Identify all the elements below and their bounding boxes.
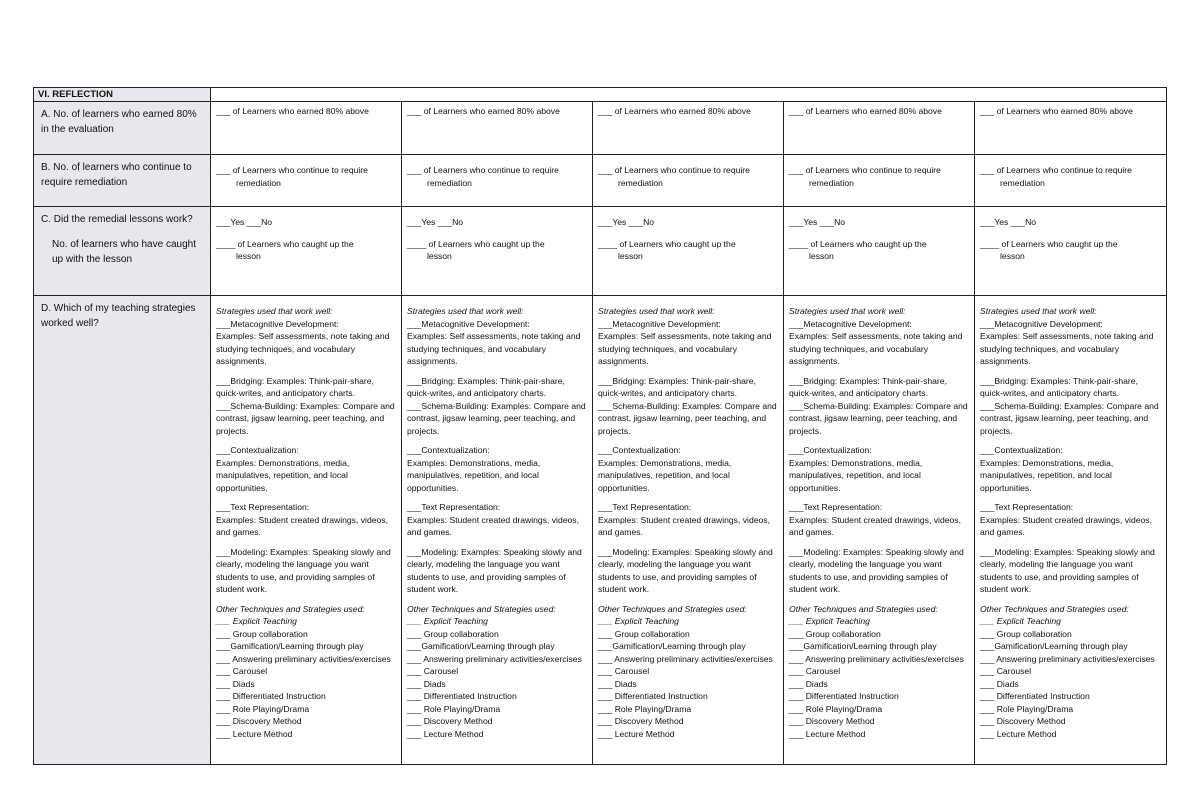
schema-building-item: ___Schema-Building: Examples: Compare and contrast, jigsaw learning, peer teaching, and projects.	[407, 400, 586, 436]
contextualization-title: ___Contextualization:	[789, 445, 872, 455]
strategies-block	[211, 296, 401, 740]
yes-option[interactable]: ___Yes	[216, 217, 245, 227]
diads-item: ___ Diads	[407, 678, 446, 689]
reflection-table	[33, 87, 1167, 765]
gap	[980, 229, 1163, 238]
row-a-entry-cell[interactable]	[402, 102, 593, 155]
row-a-label-cell	[34, 102, 211, 155]
spacer	[980, 539, 1163, 546]
row-a-entry-cell[interactable]	[593, 102, 784, 155]
contextualization-examples: Examples: Demonstrations, media, manipulatives, repetition, and local opportunities.	[407, 457, 541, 493]
spacer	[789, 437, 971, 444]
gap	[407, 229, 589, 238]
carousel-item: ___ Carousel	[598, 666, 650, 676]
bridging-item: ___Bridging: Examples: Think-pair-share, quick-writes, and anticipatory charts.	[407, 375, 565, 398]
row-c-label: C. Did the remedial lessons work?	[41, 214, 193, 225]
no-option[interactable]: ___No	[1010, 217, 1037, 227]
contextualization-title: ___Contextualization:	[980, 445, 1063, 455]
modeling-item: ___Modeling: Examples: Speaking slowly and clearly, modeling the language you want students to use, and providing samples of student work.	[216, 546, 391, 594]
spacer	[598, 437, 780, 444]
header-blank-cell	[211, 88, 1167, 102]
carousel-item: ___ Carousel	[789, 666, 841, 676]
strategies-heading: Strategies used that work well:	[407, 306, 524, 316]
gap	[598, 229, 780, 238]
gap	[789, 229, 971, 238]
row-b-entry	[593, 155, 783, 189]
schema-building-item: ___Schema-Building: Examples: Compare and contrast, jigsaw learning, peer teaching, and projects.	[980, 400, 1159, 436]
other-techniques-heading: Other Techniques and Strategies used:	[216, 603, 365, 614]
caught-up-line1: ____ of Learners who caught up the	[789, 238, 927, 249]
explicit-teaching-item: ___ Explicit Teaching	[598, 616, 679, 626]
gamification-item: ___Gamification/Learning through play	[980, 641, 1128, 651]
text-representation-title: ___Text Representation:	[598, 502, 692, 512]
spacer	[980, 368, 1163, 375]
diads-item: ___ Diads	[789, 678, 828, 689]
text-representation-examples: Examples: Student created drawings, videos, and games.	[789, 514, 961, 537]
row-b-entry-line2: remediation	[809, 177, 854, 188]
spacer	[789, 494, 971, 501]
carousel-item: ___ Carousel	[216, 666, 268, 676]
modeling-item: ___Modeling: Examples: Speaking slowly and clearly, modeling the language you want students to use, and providing samples of student work.	[789, 546, 964, 594]
row-d-entry-cell[interactable]	[975, 296, 1167, 765]
row-b-label: B. No. of learners who continue to require remediation	[41, 162, 192, 188]
no-option[interactable]: ___No	[628, 217, 655, 227]
row-c-sublabel: No. of learners who have caught up with the lesson	[52, 239, 196, 265]
caught-up-line2: lesson	[809, 251, 834, 261]
caught-up-line2: lesson	[236, 251, 261, 261]
row-d	[34, 296, 1167, 765]
metacognitive-examples: Examples: Self assessments, note taking and studying techniques, and vocabulary assignments.	[789, 331, 963, 366]
gamification-item: ___Gamification/Learning through play	[216, 641, 364, 651]
explicit-teaching-item: ___ Explicit Teaching	[407, 616, 488, 626]
role-playing-item: ___ Role Playing/Drama	[789, 703, 883, 714]
differentiated-instruction-item: ___ Differentiated Instruction	[598, 691, 708, 701]
strategies-block	[975, 296, 1166, 740]
differentiated-instruction-item: ___ Differentiated Instruction	[789, 691, 899, 701]
contextualization-title: ___Contextualization:	[598, 445, 681, 455]
row-a-entry: ___ of Learners who earned 80% above	[980, 106, 1133, 116]
modeling-item: ___Modeling: Examples: Speaking slowly and clearly, modeling the language you want students to use, and providing samples of student work.	[980, 546, 1155, 594]
lecture-method-item: ___ Lecture Method	[407, 728, 484, 739]
discovery-method-item: ___ Discovery Method	[216, 716, 302, 726]
yes-option[interactable]: ___Yes	[598, 217, 627, 227]
discovery-method-item: ___ Discovery Method	[407, 716, 493, 726]
gap	[216, 229, 398, 238]
other-techniques-heading: Other Techniques and Strategies used:	[407, 603, 556, 614]
role-playing-item: ___ Role Playing/Drama	[216, 703, 310, 714]
differentiated-instruction-item: ___ Differentiated Instruction	[407, 691, 517, 701]
spacer	[980, 494, 1163, 501]
metacognitive-examples: Examples: Self assessments, note taking and studying techniques, and vocabulary assignments.	[980, 331, 1154, 366]
row-b-entry-line1: ___ of Learners who continue to require	[216, 165, 368, 175]
group-collaboration-item: ___ Group collaboration	[407, 628, 499, 639]
yes-option[interactable]: ___Yes	[980, 217, 1009, 227]
row-a-label: A. No. of learners who earned 80% in the evaluation	[41, 109, 197, 135]
bridging-item: ___Bridging: Examples: Think-pair-share, quick-writes, and anticipatory charts.	[980, 375, 1138, 398]
answering-preliminary-item: ___ Answering preliminary activities/exercises	[980, 653, 1155, 664]
contextualization-title: ___Contextualization:	[407, 445, 490, 455]
contextualization-examples: Examples: Demonstrations, media, manipulatives, repetition, and local opportunities.	[216, 457, 350, 493]
text-representation-examples: Examples: Student created drawings, videos, and games.	[980, 514, 1152, 537]
group-collaboration-item: ___ Group collaboration	[980, 628, 1072, 639]
row-b-entry	[211, 155, 401, 189]
metacognitive-title: ___Metacognitive Development:	[789, 318, 912, 329]
spacer	[407, 368, 589, 375]
spacer	[216, 539, 398, 546]
strategies-block	[593, 296, 783, 740]
schema-building-item: ___Schema-Building: Examples: Compare and contrast, jigsaw learning, peer teaching, and projects.	[598, 400, 777, 436]
row-a-entry-cell[interactable]	[975, 102, 1167, 155]
bridging-item: ___Bridging: Examples: Think-pair-share, quick-writes, and anticipatory charts.	[216, 375, 374, 398]
row-b-entry-line1: ___ of Learners who continue to require	[407, 165, 559, 175]
row-c-entry-cell[interactable]	[211, 207, 402, 296]
row-b-entry-cell[interactable]	[402, 155, 593, 207]
group-collaboration-item: ___ Group collaboration	[216, 628, 308, 639]
modeling-item: ___Modeling: Examples: Speaking slowly and clearly, modeling the language you want students to use, and providing samples of student work.	[598, 546, 773, 594]
lecture-method-item: ___ Lecture Method	[216, 728, 293, 739]
carousel-item: ___ Carousel	[980, 666, 1032, 676]
row-a-entry-cell[interactable]	[211, 102, 402, 155]
row-b-entry	[975, 155, 1166, 189]
row-c-entry	[211, 207, 401, 263]
differentiated-instruction-item: ___ Differentiated Instruction	[980, 691, 1090, 701]
discovery-method-item: ___ Discovery Method	[598, 716, 684, 726]
spacer	[407, 494, 589, 501]
metacognitive-examples: Examples: Self assessments, note taking and studying techniques, and vocabulary assignments.	[216, 331, 390, 366]
group-collaboration-item: ___ Group collaboration	[598, 628, 690, 639]
row-c-entry	[975, 207, 1166, 263]
strategies-heading: Strategies used that work well:	[216, 306, 333, 316]
strategies-heading: Strategies used that work well:	[789, 306, 906, 316]
spacer	[789, 539, 971, 546]
spacer	[980, 437, 1163, 444]
text-representation-title: ___Text Representation:	[789, 502, 883, 512]
spacer	[407, 539, 589, 546]
text-representation-title: ___Text Representation:	[407, 502, 501, 512]
row-c-entry-cell[interactable]	[593, 207, 784, 296]
no-option[interactable]: ___No	[437, 217, 464, 227]
row-d-entry-cell[interactable]	[784, 296, 975, 765]
lecture-method-item: ___ Lecture Method	[980, 728, 1057, 739]
role-playing-item: ___ Role Playing/Drama	[598, 703, 692, 714]
yes-no-line	[598, 216, 780, 229]
role-playing-item: ___ Role Playing/Drama	[980, 703, 1074, 714]
section-title-cell	[34, 88, 211, 102]
spacer	[598, 368, 780, 375]
row-d-entry-cell[interactable]	[211, 296, 402, 765]
differentiated-instruction-item: ___ Differentiated Instruction	[216, 691, 326, 701]
row-d-entry-cell[interactable]	[402, 296, 593, 765]
row-b-entry-cell[interactable]	[211, 155, 402, 207]
caught-up-line1: ____ of Learners who caught up the	[216, 238, 354, 249]
no-option[interactable]: ___No	[819, 217, 846, 227]
caught-up-line2: lesson	[1000, 251, 1025, 261]
strategies-block	[402, 296, 592, 740]
spacer	[216, 596, 398, 603]
gamification-item: ___Gamification/Learning through play	[598, 641, 746, 651]
gamification-item: ___Gamification/Learning through play	[789, 641, 937, 651]
spacer	[598, 539, 780, 546]
answering-preliminary-item: ___ Answering preliminary activities/exercises	[598, 653, 773, 664]
spacer	[407, 596, 589, 603]
schema-building-item: ___Schema-Building: Examples: Compare and contrast, jigsaw learning, peer teaching, and projects.	[216, 400, 395, 436]
spacer	[598, 596, 780, 603]
diads-item: ___ Diads	[980, 678, 1019, 689]
spacer	[789, 596, 971, 603]
explicit-teaching-item: ___ Explicit Teaching	[216, 616, 297, 626]
row-b-entry-line2: remediation	[427, 177, 472, 188]
row-b-entry-line2: remediation	[236, 177, 281, 188]
row-a-entry: ___ of Learners who earned 80% above	[789, 106, 942, 116]
metacognitive-title: ___Metacognitive Development:	[598, 318, 721, 329]
yes-option[interactable]: ___Yes	[407, 217, 436, 227]
no-option[interactable]: ___No	[246, 217, 273, 227]
explicit-teaching-item: ___ Explicit Teaching	[980, 616, 1061, 626]
other-techniques-heading: Other Techniques and Strategies used:	[980, 603, 1129, 614]
row-c-entry-cell[interactable]	[975, 207, 1167, 296]
row-a-entry: ___ of Learners who earned 80% above	[216, 106, 369, 116]
row-a-entry-cell[interactable]	[784, 102, 975, 155]
text-representation-title: ___Text Representation:	[216, 502, 310, 512]
spacer	[407, 437, 589, 444]
other-techniques-heading: Other Techniques and Strategies used:	[789, 603, 938, 614]
answering-preliminary-item: ___ Answering preliminary activities/exercises	[789, 653, 964, 664]
yes-no-line	[789, 216, 971, 229]
row-b-entry-line1: ___ of Learners who continue to require	[789, 165, 941, 175]
row-d-label-cell	[34, 296, 211, 765]
row-c-label-block	[34, 207, 210, 267]
yes-no-line	[216, 216, 398, 229]
spacer	[980, 596, 1163, 603]
role-playing-item: ___ Role Playing/Drama	[407, 703, 501, 714]
contextualization-examples: Examples: Demonstrations, media, manipulatives, repetition, and local opportunities.	[980, 457, 1114, 493]
modeling-item: ___Modeling: Examples: Speaking slowly and clearly, modeling the language you want students to use, and providing samples of student work.	[407, 546, 582, 594]
row-b-entry-line1: ___ of Learners who continue to require	[980, 165, 1132, 175]
spacer	[216, 494, 398, 501]
diads-item: ___ Diads	[598, 678, 637, 689]
contextualization-examples: Examples: Demonstrations, media, manipulatives, repetition, and local opportunities.	[598, 457, 732, 493]
row-b-entry-cell[interactable]	[593, 155, 784, 207]
row-b-entry-line2: remediation	[618, 177, 663, 188]
answering-preliminary-item: ___ Answering preliminary activities/exercises	[407, 653, 582, 664]
carousel-item: ___ Carousel	[407, 666, 459, 676]
answering-preliminary-item: ___ Answering preliminary activities/exercises	[216, 653, 391, 664]
spacer	[789, 368, 971, 375]
caught-up-line2: lesson	[618, 251, 643, 261]
row-d-entry-cell[interactable]	[593, 296, 784, 765]
gamification-item: ___Gamification/Learning through play	[407, 641, 555, 651]
caught-up-line1: ____ of Learners who caught up the	[598, 238, 736, 249]
row-b-label-cell	[34, 155, 211, 207]
row-c-entry-cell[interactable]	[402, 207, 593, 296]
spacer	[216, 437, 398, 444]
yes-no-line	[980, 216, 1163, 229]
section-title: VI. REFLECTION	[38, 89, 113, 100]
spacer	[216, 368, 398, 375]
bridging-item: ___Bridging: Examples: Think-pair-share, quick-writes, and anticipatory charts.	[598, 375, 756, 398]
yes-option[interactable]: ___Yes	[789, 217, 818, 227]
text-representation-title: ___Text Representation:	[980, 502, 1074, 512]
row-c	[34, 207, 1167, 296]
yes-no-line	[407, 216, 589, 229]
metacognitive-examples: Examples: Self assessments, note taking and studying techniques, and vocabulary assignments.	[407, 331, 581, 366]
contextualization-title: ___Contextualization:	[216, 445, 299, 455]
diads-item: ___ Diads	[216, 678, 255, 689]
row-a-entry: ___ of Learners who earned 80% above	[598, 106, 751, 116]
row-b-entry	[402, 155, 592, 189]
row-b-entry-cell[interactable]	[975, 155, 1167, 207]
lecture-method-item: ___ Lecture Method	[598, 728, 675, 739]
bridging-item: ___Bridging: Examples: Think-pair-share, quick-writes, and anticipatory charts.	[789, 375, 947, 398]
metacognitive-title: ___Metacognitive Development:	[980, 318, 1103, 329]
text-representation-examples: Examples: Student created drawings, videos, and games.	[407, 514, 579, 537]
row-a	[34, 102, 1167, 155]
row-c-label-cell	[34, 207, 211, 296]
row-b-entry-line1: ___ of Learners who continue to require	[598, 165, 750, 175]
row-b	[34, 155, 1167, 207]
row-b-entry	[784, 155, 974, 189]
schema-building-item: ___Schema-Building: Examples: Compare and contrast, jigsaw learning, peer teaching, and projects.	[789, 400, 968, 436]
strategies-block	[784, 296, 974, 740]
caught-up-line1: ____ of Learners who caught up the	[980, 238, 1118, 249]
strategies-heading: Strategies used that work well:	[980, 306, 1097, 316]
metacognitive-title: ___Metacognitive Development:	[407, 318, 530, 329]
row-c-entry	[402, 207, 592, 263]
lecture-method-item: ___ Lecture Method	[789, 728, 866, 739]
explicit-teaching-item: ___ Explicit Teaching	[789, 616, 870, 626]
row-d-label: D. Which of my teaching strategies worked well?	[41, 303, 196, 329]
header-row	[34, 88, 1167, 102]
metacognitive-examples: Examples: Self assessments, note taking and studying techniques, and vocabulary assignments.	[598, 331, 772, 366]
strategies-heading: Strategies used that work well:	[598, 306, 715, 316]
discovery-method-item: ___ Discovery Method	[980, 716, 1066, 726]
group-collaboration-item: ___ Group collaboration	[789, 628, 881, 639]
caught-up-line1: ____ of Learners who caught up the	[407, 238, 545, 249]
discovery-method-item: ___ Discovery Method	[789, 716, 875, 726]
row-b-entry-line2: remediation	[1000, 177, 1045, 188]
row-b-entry-cell[interactable]	[784, 155, 975, 207]
text-representation-examples: Examples: Student created drawings, videos, and games.	[598, 514, 770, 537]
text-representation-examples: Examples: Student created drawings, videos, and games.	[216, 514, 388, 537]
spacer	[598, 494, 780, 501]
row-c-entry	[784, 207, 974, 263]
caught-up-line2: lesson	[427, 251, 452, 261]
metacognitive-title: ___Metacognitive Development:	[216, 318, 339, 329]
contextualization-examples: Examples: Demonstrations, media, manipulatives, repetition, and local opportunities.	[789, 457, 923, 493]
row-c-entry	[593, 207, 783, 263]
row-c-entry-cell[interactable]	[784, 207, 975, 296]
row-a-entry: ___ of Learners who earned 80% above	[407, 106, 560, 116]
other-techniques-heading: Other Techniques and Strategies used:	[598, 603, 747, 614]
